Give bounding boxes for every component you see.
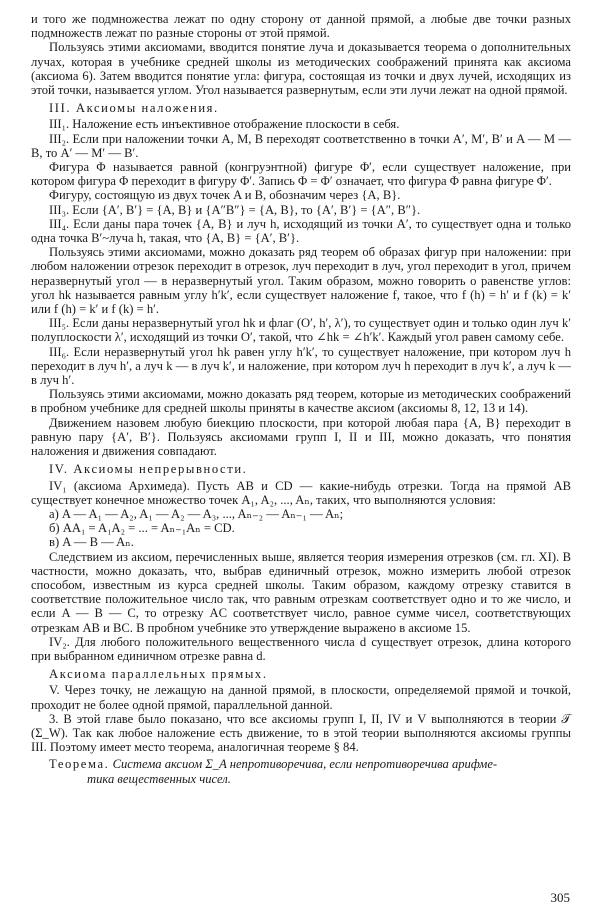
paragraph: Следствием из аксиом, перечисленных выше, является теория измерения отрезков (см. гл. XI). В частности, можно доказать, что, выбрав единичный отрезок, можно измерить любой отрезок способом, известным из курса средней школы. Таким образом, каждому отрезку ставится в соответствие положительное число так, что равным отрезкам соответствует одно и то же число, и если A — B — C, то отрезку AC соответствует число, равное сумме чисел, соответствующих отрезкам AB и BC. В пробном учебнике это утверждение выражено в аксиоме 15. xyxy=(31,549,571,635)
paragraph: Пользуясь этими аксиомами, можно доказать ряд теорем, которые из методических соображений в пробном учебнике для средней школы приняты в качестве аксиом (аксиомы 8, 12, 13 и 14). xyxy=(31,387,571,416)
list-item: б) AA₁ = A₁A₂ = ... = Aₙ₋₁Aₙ = CD. xyxy=(49,521,235,536)
paragraph: Пользуясь этими аксиомами, вводится понятие луча и доказывается теорема о дополнительных лучах, которая в учебнике средней школы из методических соображений принята как аксиома (аксиома 6). Затем вводится понятие угла: фигура, состоящая из точки и двух лучей, исходящих из этой точки, называется углом. Угол называется развернутым, если эти лучи лежат на одной прямой. xyxy=(31,40,571,98)
paragraph: III₃. Если {A′, B′} = {A, B} и {A″B″} = {A, B}, то {A′, B′} = {A″, B″}. xyxy=(49,202,421,217)
paragraph: IV₁ (аксиома Архимеда). Пусть AB и CD — какие-нибудь отрезки. Тогда на прямой AB существует конечное множество точек A₁, A₂, ..., Aₙ, таких, что выполняются условия: xyxy=(31,478,571,507)
paragraph: III₂. Если при наложении точки A, M, B переходят соответственно в точки A′, M′, B′ и A — M — B, то A′ — M′ — B′. xyxy=(31,131,571,160)
paragraph: Фигуру, состоящую из двух точек A и B, обозначим через {A, B}. xyxy=(49,188,401,203)
theorem-statement-continued: тика вещественных чисел. xyxy=(87,771,231,786)
section-heading: Аксиома параллельных прямых. xyxy=(49,667,268,682)
paragraph: IV₂. Для любого положительного вещественного числа d существует отрезок, длина которого при выбранном единичном отрезке равна d. xyxy=(31,634,571,663)
theorem xyxy=(31,757,571,771)
paragraph: 3. В этой главе было показано, что все аксиомы групп I, II, IV и V выполняются в теории 𝒯 (Σ_W). Так как любое наложение есть движение, то в этой теории выполняются аксиомы группы III. Поэтому имеет место теорема, аналогичная теореме § 84. xyxy=(31,711,571,755)
paragraph: III₅. Если даны неразвернутый угол hk и флаг (O′, h′, λ′), то существует один и только один луч k′ полуплоскости λ′, исходящий из точки O′, такой, что ∠hk = ∠h′k′. Каждый угол равен самому себе. xyxy=(31,316,571,345)
paragraph: III₄. Если даны пара точек {A, B} и луч h, исходящий из точки A′, то существует одна и только одна точка B′~луча h, такая, что {A, B} = {A′, B′}. xyxy=(31,216,571,246)
list-item: в) A — B — Aₙ. xyxy=(49,535,134,550)
paragraph: III₁. Наложение есть инъективное отображение плоскости в себя. xyxy=(49,117,400,132)
paragraph: и того же подмножества лежат по одну сторону от данной прямой, а любые две точки разных подмножеств лежат по разные стороны от этой прямой. xyxy=(31,12,571,41)
section-heading: III. Аксиомы наложения. xyxy=(49,101,219,116)
page-number: 305 xyxy=(550,890,570,905)
page-body xyxy=(31,12,571,786)
paragraph: V. Через точку, не лежащую на данной прямой, в плоскости, определяемой прямой и точкой, проходит не более одной прямой, параллельной данной. xyxy=(31,683,571,712)
paragraph: Фигура Φ называется равной (конгруэнтной) фигуре Φ′, если существует наложение, при котором фигура Φ переходит в фигуру Φ′. Запись Φ = Φ′ означает, что фигура Φ равна фигуре Φ′. xyxy=(31,160,571,189)
paragraph: Движением назовем любую биекцию плоскости, при которой любая пара {A, B} переходит в равную пару {A′, B′}. Пользуясь аксиомами групп I, II и III, можно доказать, что понятия наложения и движения совпадают. xyxy=(31,415,571,459)
section-heading: IV. Аксиомы непрерывности. xyxy=(49,462,248,477)
paragraph: Пользуясь этими аксиомами, можно доказать ряд теорем об образах фигур при наложении: при любом наложении отрезок переходит в отрезок, луч переходит в луч, угол переходит в угол, причем неразвернутый угол — в неразвернутый угол. Таким образом, можно говорить о равенстве углов: угол hk называется равным углу h′k′, если существует наложение f, такое, что f (h) = h′ и f (k) = k′ или f (h) = k′ и f (k) = h′. xyxy=(31,245,571,317)
list-item: а) A — A₁ — A₂, A₁ — A₂ — A₃, ..., Aₙ₋₂ — Aₙ₋₁ — Aₙ; xyxy=(49,506,344,521)
theorem-label: Теорема. xyxy=(49,757,110,772)
theorem-statement: Система аксиом Σ_A непротиворечива, если непротиворечива арифме- xyxy=(112,757,498,772)
paragraph: III₆. Если неразвернутый угол hk равен углу h′k′, то существует наложение, при котором луч h переходит в луч h′, а луч k — в луч k′, и наложение, при котором луч h переходит в луч k′, а луч k — в луч h′. xyxy=(31,344,571,388)
